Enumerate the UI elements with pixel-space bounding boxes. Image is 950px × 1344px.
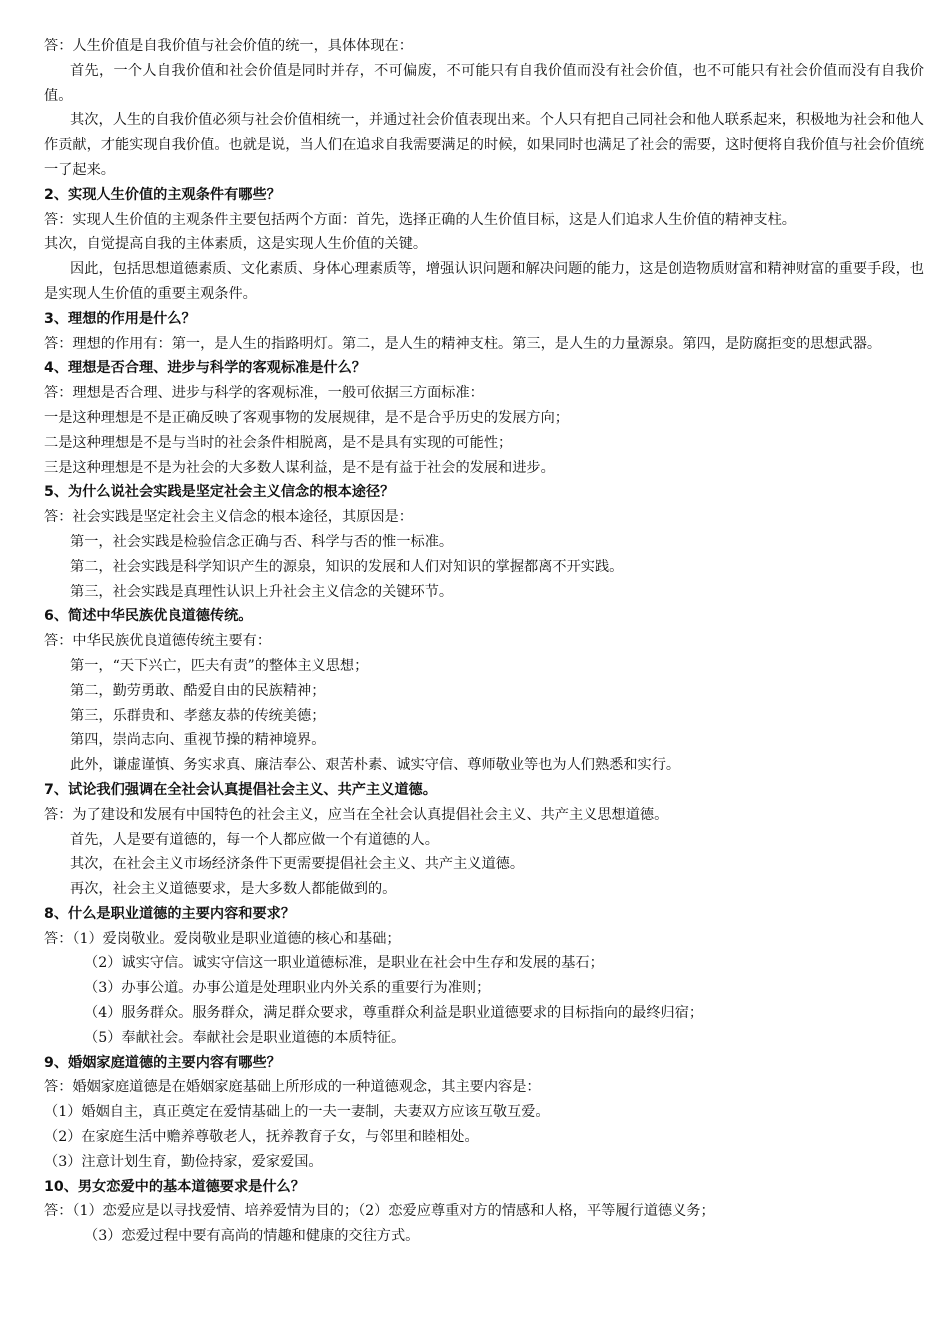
text-line: 因此，包括思想道德素质、文化素质、身体心理素质等，增强认识问题和解决问题的能力，这是创造物质财富和精神财富的重要手段，也是实现人生价值的重要主观条件。: [44, 261, 924, 302]
text-line: 答：理想是否合理、进步与科学的客观标准，一般可依据三方面标准：: [44, 385, 484, 402]
question-heading: 2、实现人生价值的主观条件有哪些？: [44, 186, 281, 203]
text-line: 第三，乐群贵和、孝慈友恭的传统美德；: [70, 707, 326, 724]
text-line: 此外，谦虚谨慎、务实求真、廉洁奉公、艰苦朴素、诚实守信、尊师敬业等也为人们熟悉和实行。: [70, 757, 681, 774]
document-page: [44, 34, 924, 1249]
question-heading: 9、婚姻家庭道德的主要内容有哪些？: [44, 1054, 281, 1071]
text-line: 答：婚姻家庭道德是在婚姻家庭基础上所形成的一种道德观念，其主要内容是：: [44, 1079, 541, 1096]
question-heading: 4、理想是否合理、进步与科学的客观标准是什么？: [44, 360, 366, 377]
text-line: （1）婚姻自主，真正奠定在爱情基础上的一夫一妻制，夫妻双方应该互敬互爱。: [44, 1104, 550, 1121]
text-line: 答：（1）恋爱应是以寻找爱情、培养爱情为目的；（2）恋爱应尊重对方的情感和人格，平等履行道德义务；: [44, 1203, 715, 1220]
question-heading: 6、简述中华民族优良道德传统。: [44, 608, 253, 625]
text-line: 首先，一个人自我价值和社会价值是同时并存，不可偏废，不可能只有自我价值而没有社会价值，也不可能只有社会价值而没有自我价值。: [44, 62, 924, 104]
text-line: 首先，人是要有道德的，每一个人都应做一个有道德的人。: [70, 831, 439, 848]
text-line: （4）服务群众。服务群众，满足群众要求，尊重群众利益是职业道德要求的目标指向的最终归宿；: [84, 1005, 704, 1022]
text-line: 二是这种理想是不是与当时的社会条件相脱离，是不是具有实现的可能性；: [44, 434, 513, 451]
text-line: （2）诚实守信。诚实守信这一职业道德标准，是职业在社会中生存和发展的基石；: [84, 955, 604, 972]
text-line: 答：中华民族优良道德传统主要有：: [44, 633, 272, 650]
text-line: 其次，自觉提高自我的主体素质，这是实现人生价值的关键。: [44, 236, 428, 253]
text-line: 再次，社会主义道德要求，是大多数人都能做到的。: [70, 881, 397, 898]
text-line: 答：社会实践是坚定社会主义信念的根本途径，其原因是：: [44, 509, 413, 526]
text-line: 第一，社会实践是检验信念正确与否、科学与否的惟一标准。: [70, 533, 454, 550]
text-line: 答：实现人生价值的主观条件主要包括两个方面：首先，选择正确的人生价值目标，这是人们追求人生价值的精神支柱。: [44, 211, 796, 228]
text-line: 第一，“天下兴亡，匹夫有责”的整体主义思想；: [70, 657, 369, 674]
text-line: 三是这种理想是不是为社会的大多数人谋利益，是不是有益于社会的发展和进步。: [44, 459, 555, 476]
question-heading: 8、什么是职业道德的主要内容和要求？: [44, 905, 296, 922]
text-line: 第四，崇尚志向、重视节操的精神境界。: [70, 732, 326, 749]
text-line: 第二，勤劳勇敢、酷爱自由的民族精神；: [70, 682, 326, 699]
text-line: 答：理想的作用有：第一，是人生的指路明灯。第二，是人生的精神支柱。第三，是人生的力量源泉。第四，是防腐拒变的思想武器。: [44, 335, 882, 352]
text-line: 答：人生价值是自我价值与社会价值的统一，具体体现在：: [44, 38, 413, 54]
text-line: 第三，社会实践是真理性认识上升社会主义信念的关键环节。: [70, 583, 454, 600]
text-line: （3）办事公道。办事公道是处理职业内外关系的重要行为准则；: [84, 980, 491, 997]
text-line: 第二，社会实践是科学知识产生的源泉，知识的发展和人们对知识的掌握都离不开实践。: [70, 558, 624, 575]
text-line: 其次，在社会主义市场经济条件下更需要提倡社会主义、共产主义道德。: [70, 856, 525, 873]
text-line: 答：为了建设和发展有中国特色的社会主义，应当在全社会认真提倡社会主义、共产主义思想道德。: [44, 806, 669, 823]
question-heading: 5、为什么说社会实践是坚定社会主义信念的根本途径？: [44, 484, 395, 501]
text-line: 答：（1）爱岗敬业。爱岗敬业是职业道德的核心和基础；: [44, 930, 401, 947]
text-line: 其次，人生的自我价值必须与社会价值相统一，并通过社会价值表现出来。个人只有把自己同社会和他人联系起来，积极地为社会和他人作贡献，才能实现自我价值。也就是说，当人们在追求自我需要满足的时候，如果同时也满足了社会的需要，这时便将自我价值与社会价值统一了起来。: [44, 112, 924, 178]
question-heading: 3、理想的作用是什么？: [44, 310, 196, 327]
text-line: （2）在家庭生活中赡养尊敬老人，抚养教育子女，与邻里和睦相处。: [44, 1129, 479, 1146]
text-line: （3）恋爱过程中要有高尚的情趣和健康的交往方式。: [84, 1228, 420, 1245]
question-heading: 10、男女恋爱中的基本道德要求是什么？: [44, 1178, 305, 1195]
text-line: （5）奉献社会。奉献社会是职业道德的本质特征。: [84, 1029, 406, 1046]
text-line: 一是这种理想是不是正确反映了客观事物的发展规律，是不是合乎历史的发展方向；: [44, 409, 569, 426]
question-heading: 7、试论我们强调在全社会认真提倡社会主义、共产主义道德。: [44, 781, 437, 798]
text-line: （3）注意计划生育，勤俭持家，爱家爱国。: [44, 1153, 323, 1170]
